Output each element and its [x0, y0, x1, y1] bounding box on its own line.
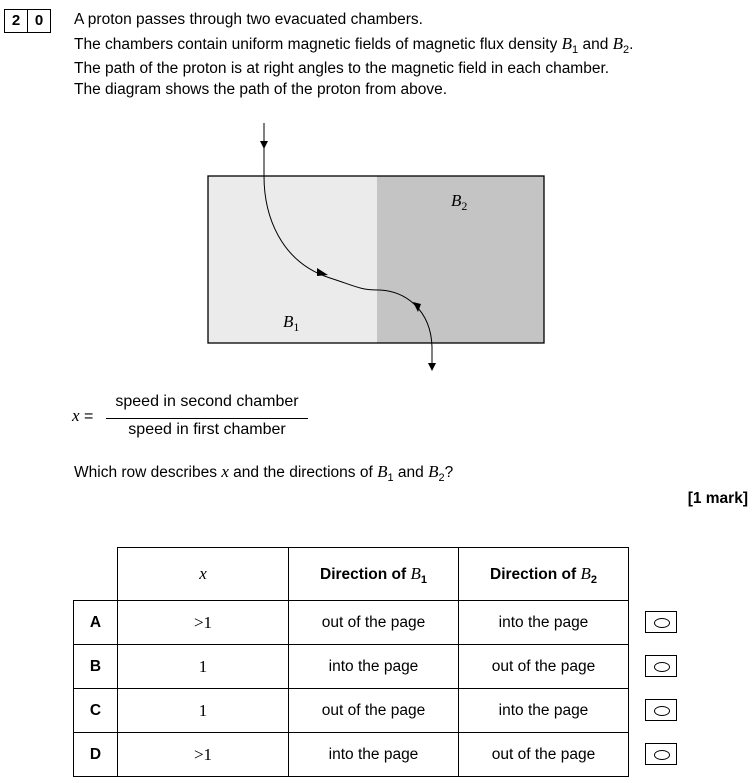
answer-option-c-bubble[interactable]	[645, 699, 677, 721]
table-row	[74, 601, 629, 645]
row-x-value: 1	[118, 689, 289, 733]
fraction-numerator: speed in second chamber	[115, 393, 299, 410]
row-x-value: 1	[118, 645, 289, 689]
prompt-line: Which row describes x and the directions of $B_1$ and $B_2$?	[74, 462, 454, 484]
header-direction-b1: Direction of $B_1$	[289, 548, 459, 601]
row-direction-b1: out of the page	[289, 689, 459, 733]
table-row	[74, 733, 629, 777]
question-line-1: A proton passes through two evacuated chambers.	[74, 11, 423, 28]
header-x: x	[118, 548, 289, 601]
row-direction-b2: into the page	[459, 601, 629, 645]
proton-path-diagram	[0, 0, 753, 380]
answer-option-d-bubble[interactable]	[645, 743, 677, 765]
path-arrow-entry	[260, 141, 268, 149]
path-arrow-exit	[428, 363, 436, 371]
question-number-digit-1: 2	[4, 9, 28, 33]
mark-allocation: [1 mark]	[687, 490, 748, 507]
question-line-4: The diagram shows the path of the proton from above.	[74, 81, 448, 98]
row-direction-b1: into the page	[289, 733, 459, 777]
row-direction-b2: out of the page	[459, 645, 629, 689]
row-direction-b2: into the page	[459, 689, 629, 733]
question-line-2: The chambers contain uniform magnetic fields of magnetic flux density $B_1$ and $B_2$.	[74, 34, 634, 56]
label-b1: $B_1$	[283, 312, 300, 334]
answer-option-b-bubble[interactable]	[645, 655, 677, 677]
header-direction-b2: Direction of $B_2$	[459, 548, 629, 601]
table-row	[74, 645, 629, 689]
row-x-value: >1	[118, 733, 289, 777]
row-direction-b2: out of the page	[459, 733, 629, 777]
fraction-denominator: speed in first chamber	[128, 421, 286, 438]
answer-option-a-bubble[interactable]	[645, 611, 677, 633]
row-direction-b1: into the page	[289, 645, 459, 689]
row-letter: A	[74, 601, 118, 645]
row-letter: B	[74, 645, 118, 689]
table-header-row	[74, 548, 629, 601]
question-number-digit-2: 0	[28, 9, 51, 33]
fraction-bar	[106, 418, 308, 419]
row-letter: C	[74, 689, 118, 733]
row-letter: D	[74, 733, 118, 777]
question-line-3: The path of the proton is at right angles to the magnetic field in each chamber.	[74, 60, 610, 77]
row-direction-b1: out of the page	[289, 601, 459, 645]
table-row	[74, 689, 629, 733]
answer-table	[73, 547, 629, 777]
row-x-value: >1	[118, 601, 289, 645]
label-b2: $B_2$	[451, 191, 468, 213]
